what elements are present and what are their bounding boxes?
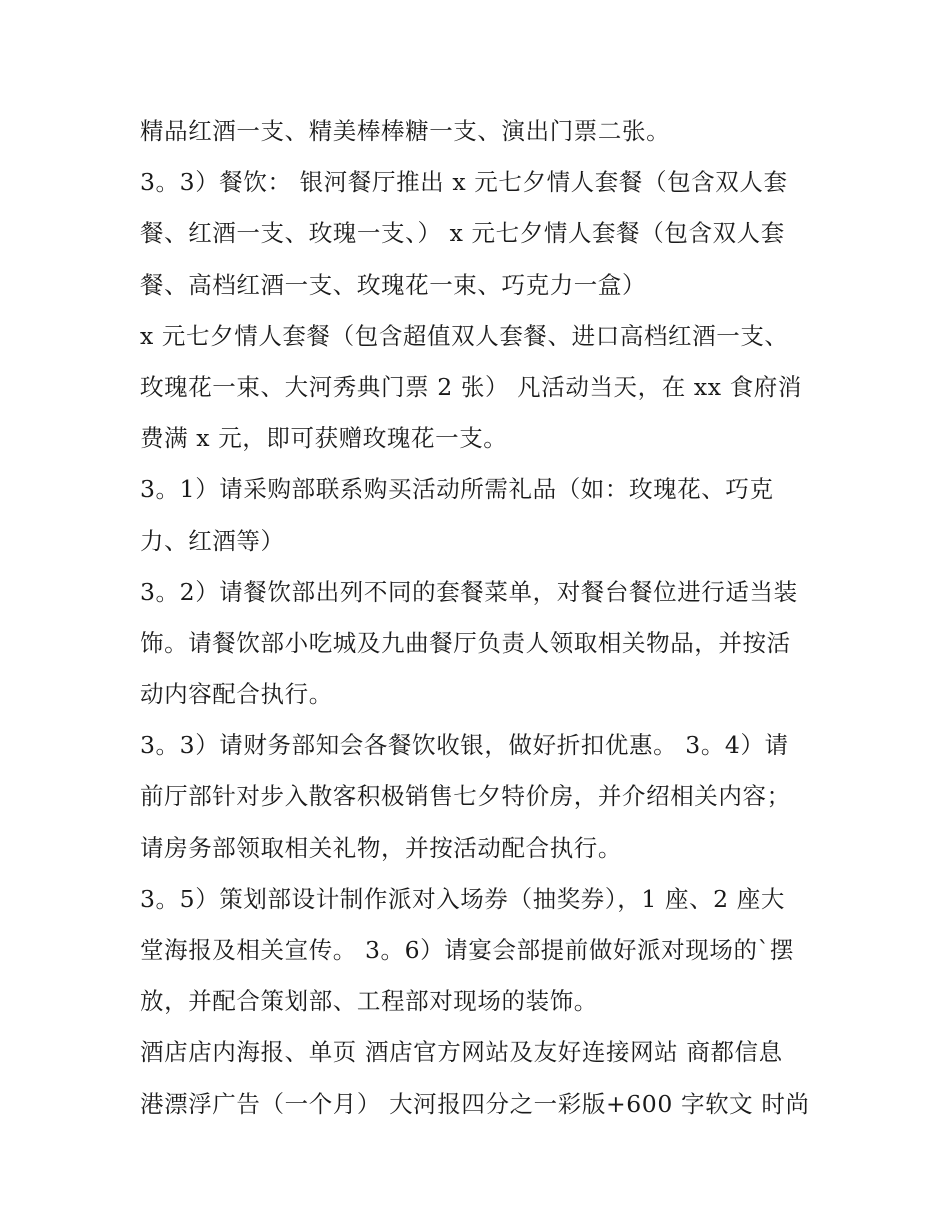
text-line: 放，并配合策划部、工程部对现场的装饰。 <box>140 987 598 1016</box>
text-line: 酒店店内海报、单页 酒店官方网站及友好连接网站 商都信息 <box>140 1038 783 1067</box>
text-line: 费满 x 元，即可获赠玫瑰花一支。 <box>140 424 508 453</box>
text-line: 请房务部领取相关礼物，并按活动配合执行。 <box>140 833 622 862</box>
body-text <box>140 106 820 1130</box>
text-line: 3。1）请采购部联系购买活动所需礼品（如：玫瑰花、巧克 <box>140 475 774 504</box>
text-line: 3。3）请财务部知会各餐饮收银，做好折扣优惠。 3。4）请 <box>140 731 789 760</box>
text-line: 3。3）餐饮： 银河餐厅推出 x 元七夕情人套餐（包含双人套 <box>140 168 788 197</box>
text-line: 饰。请餐饮部小吃城及九曲餐厅负责人领取相关物品，并按活 <box>140 628 791 657</box>
text-line: 餐、高档红酒一支、玫瑰花一束、巧克力一盒） <box>140 270 647 299</box>
text-line: 力、红酒等） <box>140 526 285 555</box>
text-line: x 元七夕情人套餐（包含超值双人套餐、进口高档红酒一支、 <box>140 321 789 350</box>
text-line: 精品红酒一支、精美棒棒糖一支、演出门票二张。 <box>140 117 671 145</box>
text-line: 前厅部针对步入散客积极销售七夕特价房，并介绍相关内容； <box>140 782 791 811</box>
text-line: 3。5）策划部设计制作派对入场券（抽奖券），1 座、2 座大 <box>140 884 785 913</box>
text-line: 堂海报及相关宣传。 3。6）请宴会部提前做好派对现场的`摆 <box>140 936 795 964</box>
text-line: 3。2）请餐饮部出列不同的套餐菜单，对餐台餐位进行适当装 <box>140 577 798 606</box>
text-line: 餐、红酒一支、玫瑰一支、） x 元七夕情人套餐（包含双人套 <box>140 219 785 248</box>
text-line: 港漂浮广告（一个月） 大河报四分之一彩版+600 字软文 时尚 <box>140 1089 810 1118</box>
text-line: 动内容配合执行。 <box>140 680 333 709</box>
text-line: 玫瑰花一束、大河秀典门票 2 张） 凡活动当天，在 xx 食府消 <box>140 372 803 401</box>
